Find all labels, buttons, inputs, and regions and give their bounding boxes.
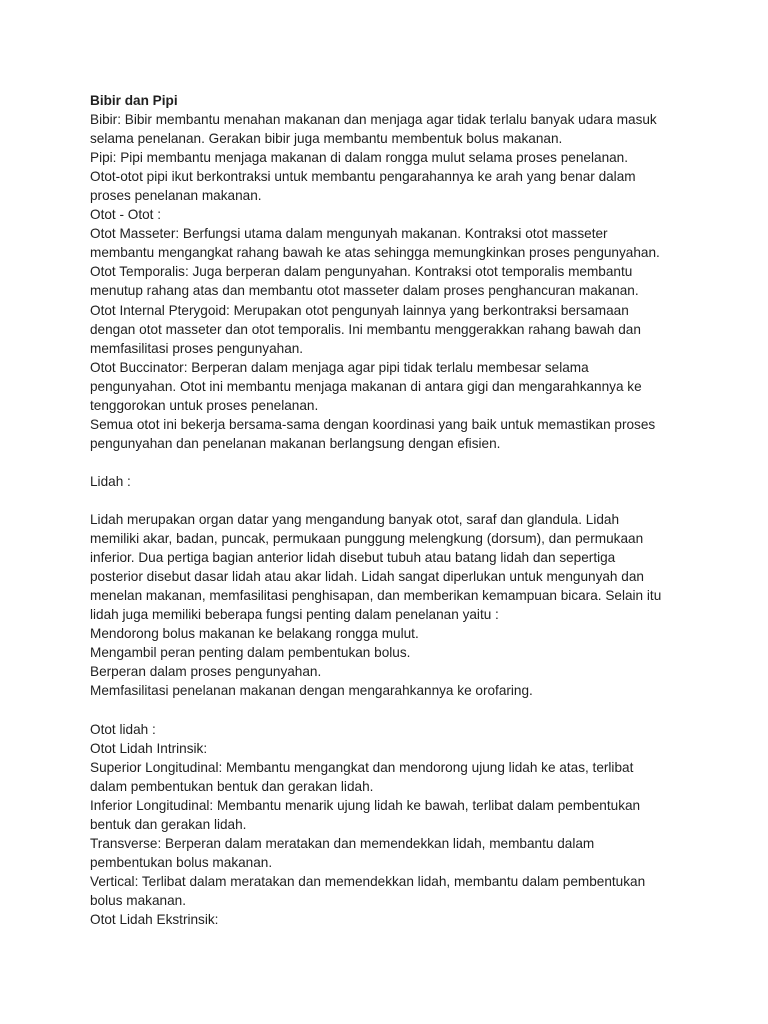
text-line: dengan otot masseter dan otot temporalis. Ini membantu menggerakkan rahang bawah dan [90, 321, 641, 337]
text-line: Bibir: Bibir membantu menahan makanan dan menjaga agar tidak terlalu banyak udara masuk [90, 112, 657, 128]
text-line: Otot Masseter: Berfungsi utama dalam mengunyah makanan. Kontraksi otot masseter [90, 226, 608, 242]
text-line: pengunyahan. Otot ini membantu menjaga makanan di antara gigi dan mengarahkannya ke [90, 378, 642, 394]
text-line: memfasilitasi proses pengunyahan. [90, 340, 304, 356]
text-line: menutup rahang atas dan membantu otot masseter dalam proses penghancuran makanan. [90, 283, 639, 299]
text-line: membantu mengangkat rahang bawah ke atas sehingga memungkinkan proses pengunyahan. [90, 245, 660, 261]
text-line: Otot Lidah Ekstrinsik: [90, 912, 219, 928]
text-line: Otot Temporalis: Juga berperan dalam pengunyahan. Kontraksi otot temporalis membantu [90, 264, 633, 280]
text-line: pembentukan bolus makanan. [90, 854, 273, 870]
text-line: proses penelanan makanan. [90, 188, 262, 204]
text-line: Lidah : [90, 473, 131, 489]
text-line: Otot Internal Pterygoid: Merupakan otot pengunyah lainnya yang berkontraksi bersamaan [90, 302, 629, 318]
text-line: pengunyahan dan penelanan makanan berlangsung dengan efisien. [90, 435, 501, 451]
text-line: bentuk dan gerakan lidah. [90, 816, 247, 832]
blank-line [90, 701, 690, 720]
text-line: selama penelanan. Gerakan bibir juga membantu membentuk bolus makanan. [90, 131, 563, 147]
text-line: Memfasilitasi penelanan makanan dengan mengarahkannya ke orofaring. [90, 683, 533, 699]
text-line: dalam pembentukan bentuk dan gerakan lidah. [90, 778, 374, 794]
text-line: Otot Lidah Intrinsik: [90, 740, 208, 756]
document-page [90, 91, 690, 929]
text-line: Semua otot ini bekerja bersama-sama dengan koordinasi yang baik untuk memastikan proses [90, 416, 656, 432]
blank-line [90, 491, 690, 510]
text-line: tenggorokan untuk proses penelanan. [90, 397, 319, 413]
text-line: posterior disebut dasar lidah atau akar lidah. Lidah sangat diperlukan untuk mengunyah dan [90, 569, 644, 585]
text-line: Pipi: Pipi membantu menjaga makanan di dalam rongga mulut selama proses penelanan. [90, 150, 629, 166]
text-line: bolus makanan. [90, 892, 186, 908]
text-line: Inferior Longitudinal: Membantu menarik ujung lidah ke bawah, terlibat dalam pembentukan [90, 797, 641, 813]
blank-line [90, 453, 690, 472]
text-line: menelan makanan, memfasilitasi penghisapan, dan memberikan kemampuan bicara. Selain itu [90, 588, 662, 604]
text-line: inferior. Dua pertiga bagian anterior lidah disebut tubuh atau batang lidah dan sepertiga [90, 550, 616, 566]
text-line: Mengambil peran penting dalam pembentukan bolus. [90, 645, 411, 661]
text-line: memiliki akar, badan, puncak, permukaan punggung melengkung (dorsum), dan permukaan [90, 531, 644, 547]
text-line: Mendorong bolus makanan ke belakang rongga mulut. [90, 626, 419, 642]
text-line: Transverse: Berperan dalam meratakan dan memendekkan lidah, membantu dalam [90, 835, 595, 851]
text-line: Otot-otot pipi ikut berkontraksi untuk membantu pengarahannya ke arah yang benar dalam [90, 169, 636, 185]
section-heading: Bibir dan Pipi [90, 93, 178, 108]
text-line: Vertical: Terlibat dalam meratakan dan memendekkan lidah, membantu dalam pembentukan [90, 873, 646, 889]
text-line: Otot Buccinator: Berperan dalam menjaga agar pipi tidak terlalu membesar selama [90, 359, 589, 375]
text-line: Berperan dalam proses pengunyahan. [90, 664, 322, 680]
text-line: Lidah merupakan organ datar yang mengandung banyak otot, saraf dan glandula. Lidah [90, 512, 620, 528]
text-line: lidah juga memiliki beberapa fungsi penting dalam penelanan yaitu : [90, 607, 499, 623]
text-line: Otot - Otot : [90, 207, 162, 223]
text-line: Superior Longitudinal: Membantu mengangkat dan mendorong ujung lidah ke atas, terlibat [90, 759, 634, 775]
text-line: Otot lidah : [90, 721, 156, 737]
